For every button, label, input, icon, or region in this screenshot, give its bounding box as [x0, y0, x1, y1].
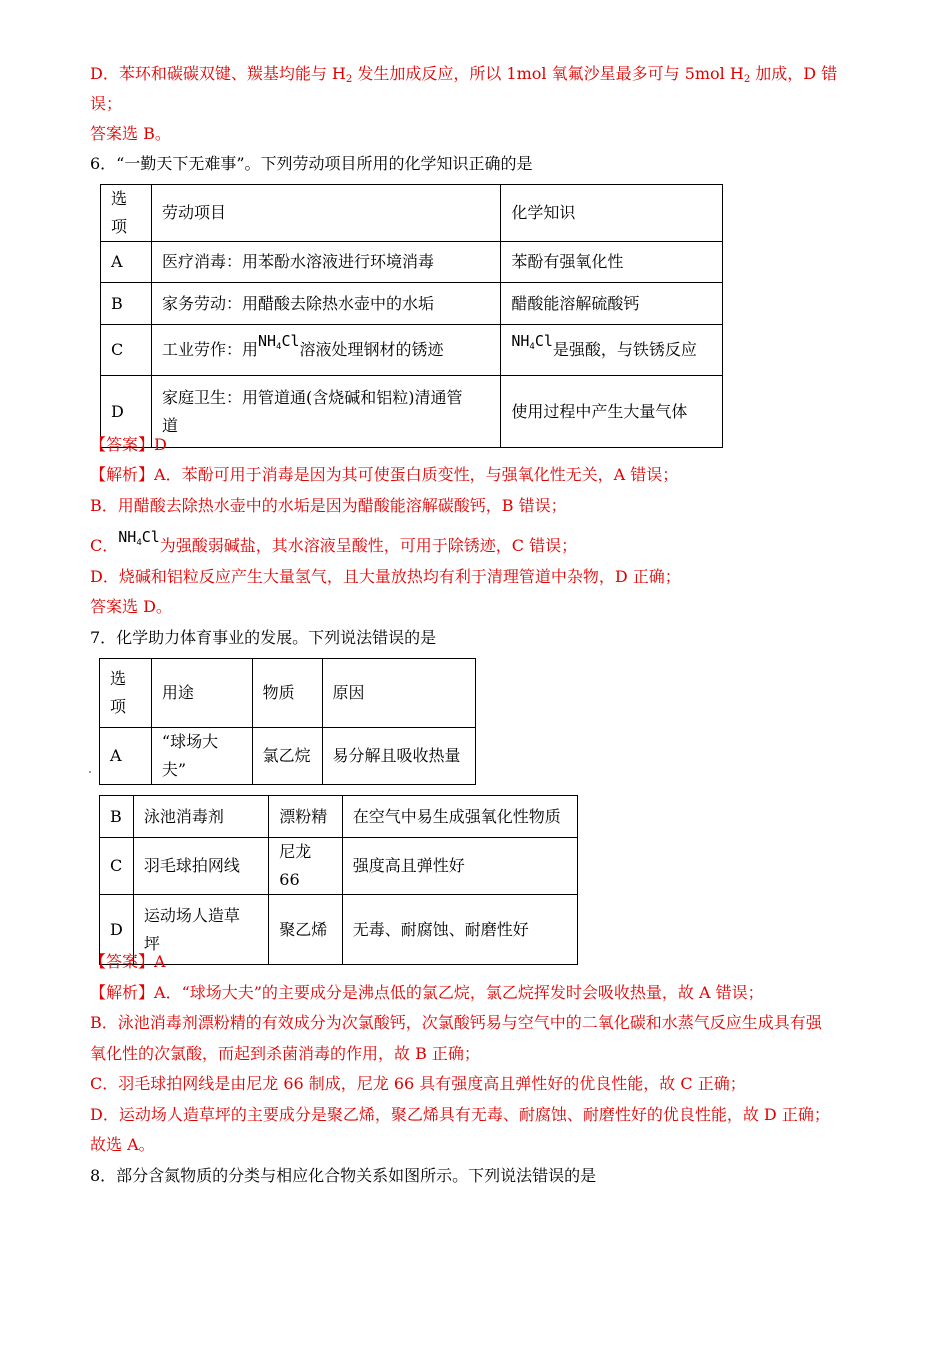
q7-table-1 — [99, 658, 476, 785]
q7-header-use: 用途 — [151, 659, 252, 728]
q7-header-option: 选 项 — [100, 659, 152, 728]
q8-stem: 8．部分含氮物质的分类与相应化合物关系如图所示。下列说法错误的是 — [90, 1166, 597, 1185]
q6-row-a — [101, 242, 723, 283]
nh4cl-formula: $NH_4Cl$ — [118, 528, 160, 548]
q6-answer: 【答案】D — [90, 435, 167, 454]
q6-analysis-b: B．用醋酸去除热水壶中的水垢是因为醋酸能溶解碳酸钙，B 错误； — [90, 496, 567, 515]
q7-row-a-substance: 氯乙烷 — [252, 728, 322, 785]
q6-row-b — [101, 283, 723, 325]
q7-row-b — [100, 796, 578, 838]
q6-analysis-c: C．$NH_4Cl$为强酸弱碱盐，其水溶液呈酸性，可用于除锈迹，C 错误； — [90, 528, 578, 555]
q6-analysis-a: 【解析】A．苯酚可用于消毒是因为其可使蛋白质变性，与强氧化性无关，A 错误； — [90, 465, 679, 484]
q7-row-b-substance: 漂粉精 — [269, 796, 343, 838]
q7-row-c — [100, 838, 578, 895]
q6-row-d-knowledge: 使用过程中产生大量气体 — [501, 376, 723, 448]
q7-row-a-use: “球场大夫” — [151, 728, 252, 785]
q6-row-c-option: C — [101, 325, 152, 376]
q6-row-d-project: 家庭卫生：用管道通(含烧碱和铝粒)清通管 道 — [151, 376, 500, 448]
q7-row-d-substance: 聚乙烯 — [269, 895, 343, 965]
q6-row-b-option: B — [101, 283, 152, 325]
q5-final-answer: 答案选 B。 — [90, 124, 171, 143]
q5-option-d-wrap: 误； — [90, 94, 123, 113]
q7-row-c-substance: 尼龙 66 — [269, 838, 343, 895]
q6-stem: 6．“一勤天下无难事”。下列劳动项目所用的化学知识正确的是 — [90, 154, 533, 173]
q7-analysis-c: C．羽毛球拍网线是由尼龙 66 制成，尼龙 66 具有强度高且弹性好的优良性能，故 C 正确； — [90, 1074, 746, 1093]
q7-answer: 【答案】A — [90, 952, 166, 971]
q7-row-c-reason: 强度高且弹性好 — [342, 838, 577, 895]
q7-header-reason: 原因 — [322, 659, 476, 728]
q7-final-answer: 故选 A。 — [90, 1135, 155, 1154]
q6-header-project: 劳动项目 — [151, 185, 500, 242]
q6-row-a-project: 医疗消毒：用苯酚水溶液进行环境消毒 — [151, 242, 500, 283]
q7-stem: 7．化学助力体育事业的发展。下列说法错误的是 — [90, 628, 437, 647]
q6-analysis-d: D．烧碱和铝粒反应产生大量氢气，且大量放热均有利于清理管道中杂物，D 正确； — [90, 567, 681, 586]
q7-analysis-a: 【解析】A．“球场大夫”的主要成分是沸点低的氯乙烷，氯乙烷挥发时会吸收热量，故 A 错误； — [90, 983, 764, 1002]
q6-row-c — [101, 325, 723, 376]
q7-analysis-d: D．运动场人造草坪的主要成分是聚乙烯，聚乙烯具有无毒、耐腐蚀、耐磨性好的优良性能，故 D 正确； — [90, 1105, 830, 1124]
nh4cl-formula: $NH_4Cl$ — [257, 332, 300, 352]
q5-option-d: D．苯环和碳碳双键、羰基均能与 $H_2$ 发生加成反应，所以 1mol 氧氟沙星最多可与 5mol $H_2$ 加成，D 错 — [90, 64, 838, 85]
q6-table-header — [101, 185, 723, 242]
q6-header-option: 选项 — [101, 185, 152, 242]
q6-row-d-option: D — [101, 376, 152, 448]
q7-row-d-reason: 无毒、耐腐蚀、耐磨性好 — [342, 895, 577, 965]
q7-table-2 — [99, 795, 578, 965]
q7-row-d-use: 运动场人造草 坪 — [133, 895, 268, 965]
q7-analysis-b-line2: 氧化性的次氯酸，而起到杀菌消毒的作用，故 B 正确； — [90, 1044, 480, 1063]
q6-row-c-project: 工业劳作：用$NH_4Cl$溶液处理钢材的锈迹 — [151, 325, 500, 376]
q6-row-a-option: A — [101, 242, 152, 283]
q7-row-b-option: B — [100, 796, 134, 838]
q7-row-d — [100, 895, 578, 965]
q7-row-c-use: 羽毛球拍网线 — [133, 838, 268, 895]
q7-row-b-use: 泳池消毒剂 — [133, 796, 268, 838]
q7-table-header — [100, 659, 476, 728]
page-break-mark — [89, 771, 91, 773]
q6-final-answer: 答案选 D。 — [90, 597, 172, 616]
q7-header-substance: 物质 — [252, 659, 322, 728]
q7-row-a — [100, 728, 476, 785]
q7-row-b-reason: 在空气中易生成强氧化性物质 — [342, 796, 577, 838]
q7-row-c-option: C — [100, 838, 134, 895]
q6-table — [100, 184, 723, 448]
nh4cl-formula: $NH_4Cl$ — [511, 332, 553, 352]
q7-analysis-b-line1: B．泳池消毒剂漂粉精的有效成分为次氯酸钙，次氯酸钙易与空气中的二氧化碳和水蒸气反应生成具有强 — [90, 1013, 822, 1032]
q6-row-b-knowledge: 醋酸能溶解硫酸钙 — [501, 283, 723, 325]
q6-row-c-knowledge: $NH_4Cl$是强酸，与铁锈反应 — [501, 325, 723, 376]
q7-row-a-reason: 易分解且吸收热量 — [322, 728, 476, 785]
q6-row-d — [101, 376, 723, 448]
q7-row-a-option: A — [100, 728, 152, 785]
q6-header-knowledge: 化学知识 — [501, 185, 723, 242]
q7-row-d-option: D — [100, 895, 134, 965]
q6-row-b-project: 家务劳动：用醋酸去除热水壶中的水垢 — [151, 283, 500, 325]
q6-row-a-knowledge: 苯酚有强氧化性 — [501, 242, 723, 283]
